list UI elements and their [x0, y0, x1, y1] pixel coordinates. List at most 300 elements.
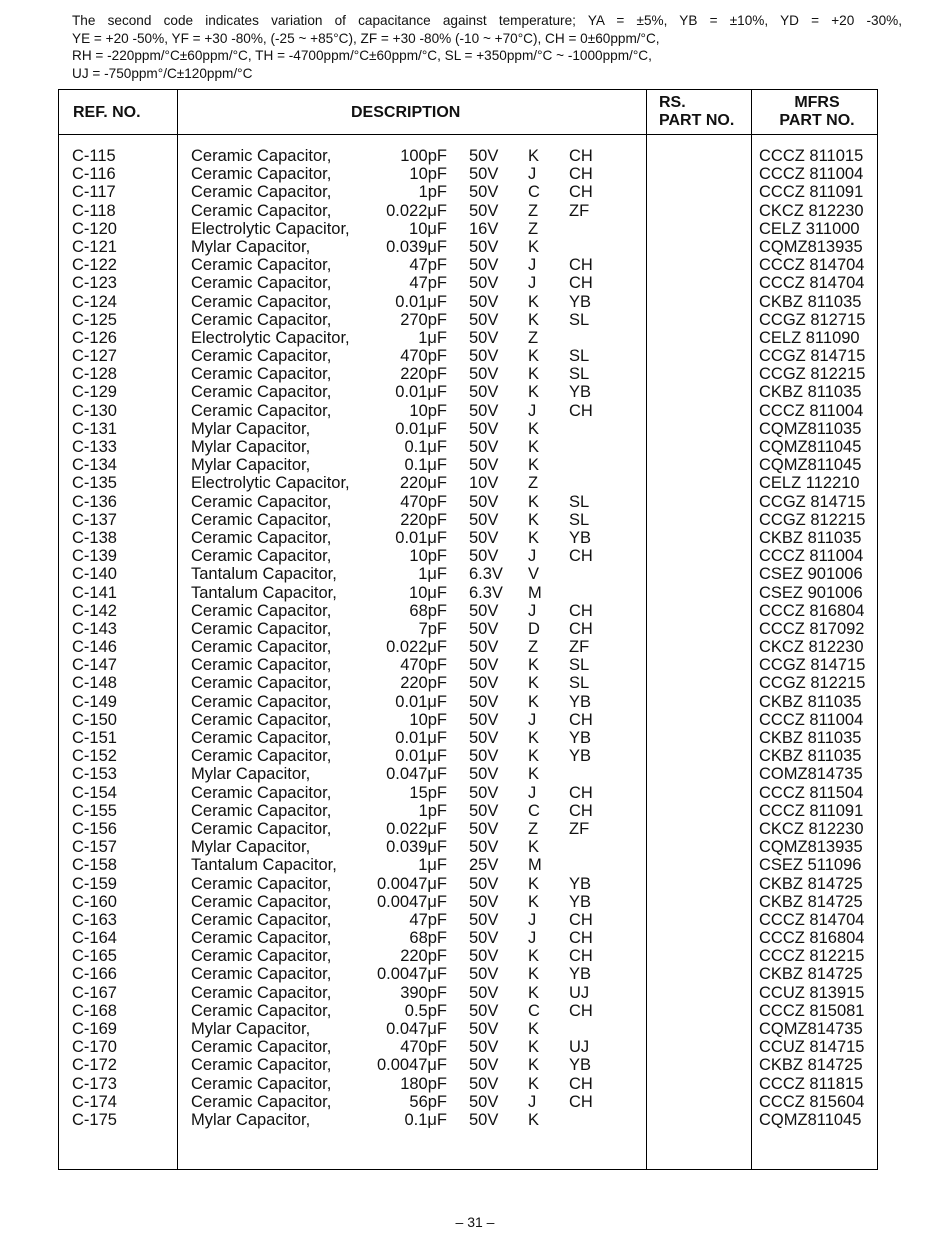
- cell-capacitance: 0.01μF: [395, 729, 447, 747]
- table-row: [59, 802, 877, 820]
- cell-ref-no: C-153: [72, 765, 117, 784]
- cell-description: Ceramic Capacitor,: [191, 674, 332, 693]
- cell-description: Mylar Capacitor,: [191, 765, 311, 784]
- intro-line: YE = +20 -50%, YF = +30 -80%, (-25 ~ +85°C), ZF = +30 -80% (-10 ~ +70°C), CH = 0±60ppm/°C,: [72, 30, 660, 46]
- table-row: [59, 620, 877, 638]
- cell-tolerance: J: [528, 910, 537, 929]
- intro-line: RH = -220ppm/°C±60ppm/°C, TH = -4700ppm/°C±60ppm/°C, SL = +350ppm/°C ~ -1000ppm/°C,: [72, 48, 652, 63]
- cell-mfrs-part-no: CKBZ 811035: [759, 383, 862, 402]
- cell-tolerance: Z: [528, 474, 539, 493]
- header-rs-line1: RS.: [659, 94, 686, 111]
- cell-capacitance: 47pF: [409, 256, 447, 275]
- cell-mfrs-part-no: COMZ814735: [759, 765, 863, 784]
- table-row: [59, 456, 877, 474]
- cell-capacitance: 0.01μF: [395, 383, 447, 402]
- cell-temp-code: CH: [569, 710, 593, 729]
- cell-voltage: 50V: [469, 438, 499, 456]
- cell-description: Ceramic Capacitor,: [191, 165, 332, 184]
- cell-description: Ceramic Capacitor,: [191, 874, 332, 893]
- cell-description: Ceramic Capacitor,: [191, 292, 332, 311]
- cell-mfrs-part-no: CELZ 311000: [759, 219, 860, 238]
- cell-voltage: 50V: [469, 1110, 499, 1129]
- cell-temp-code: CH: [569, 801, 593, 820]
- cell-ref-no: C-149: [72, 692, 117, 711]
- cell-mfrs-part-no: CCCZ 811815: [759, 1074, 864, 1093]
- cell-ref-no: C-165: [72, 947, 117, 966]
- cell-description: Electrolytic Capacitor,: [191, 328, 350, 347]
- cell-tolerance: J: [528, 274, 537, 293]
- table-row: [59, 474, 877, 492]
- cell-tolerance: J: [528, 710, 537, 729]
- cell-voltage: 50V: [469, 947, 499, 966]
- cell-mfrs-part-no: CKCZ 812230: [759, 201, 864, 220]
- cell-tolerance: K: [528, 838, 540, 857]
- cell-mfrs-part-no: CQMZ811045: [759, 456, 862, 475]
- cell-tolerance: K: [528, 1038, 540, 1057]
- cell-temp-code: SL: [569, 674, 590, 693]
- cell-description: Ceramic Capacitor,: [191, 929, 332, 948]
- cell-mfrs-part-no: CELZ 811090: [759, 328, 860, 347]
- cell-ref-no: C-129: [72, 383, 117, 402]
- cell-capacitance: 0.1μF: [404, 438, 447, 456]
- cell-tolerance: K: [528, 692, 540, 711]
- cell-tolerance: M: [528, 583, 542, 602]
- cell-capacitance: 0.022μF: [386, 201, 447, 220]
- cell-ref-no: C-175: [72, 1110, 117, 1129]
- cell-mfrs-part-no: CQMZ813935: [759, 838, 863, 857]
- cell-mfrs-part-no: CCCZ 817092: [759, 619, 865, 638]
- table-row: [59, 220, 877, 238]
- cell-voltage: 50V: [469, 201, 499, 220]
- cell-ref-no: C-148: [72, 674, 117, 693]
- cell-ref-no: C-156: [72, 819, 117, 838]
- cell-voltage: 50V: [469, 1092, 499, 1111]
- table-row: [59, 347, 877, 365]
- cell-ref-no: C-130: [72, 401, 117, 420]
- cell-ref-no: C-115: [72, 147, 116, 165]
- cell-description: Tantalum Capacitor,: [191, 856, 337, 875]
- cell-capacitance: 10μF: [409, 583, 447, 602]
- cell-mfrs-part-no: CCGZ 812215: [759, 674, 866, 693]
- cell-capacitance: 0.039μF: [386, 838, 447, 857]
- cell-mfrs-part-no: CKBZ 814725: [759, 874, 863, 893]
- cell-voltage: 50V: [469, 165, 499, 184]
- cell-capacitance: 0.0047μF: [376, 874, 447, 893]
- cell-capacitance: 470pF: [400, 1038, 447, 1057]
- cell-temp-code: YB: [569, 528, 592, 547]
- cell-mfrs-part-no: CCCZ 815081: [759, 1001, 865, 1020]
- cell-mfrs-part-no: CCUZ 813915: [759, 983, 865, 1002]
- cell-capacitance: 0.047μF: [386, 765, 447, 784]
- cell-temp-code: SL: [569, 656, 590, 675]
- cell-ref-no: C-173: [72, 1074, 117, 1093]
- cell-ref-no: C-160: [72, 892, 117, 911]
- cell-description: Ceramic Capacitor,: [191, 819, 332, 838]
- cell-ref-no: C-174: [72, 1092, 117, 1111]
- cell-temp-code: YB: [569, 747, 592, 766]
- cell-capacitance: 1pF: [418, 801, 447, 820]
- cell-voltage: 50V: [469, 456, 499, 475]
- table-row: [59, 1002, 877, 1020]
- table-row: [59, 1020, 877, 1038]
- cell-mfrs-part-no: CCGZ 812715: [759, 310, 866, 329]
- cell-mfrs-part-no: CCGZ 812215: [759, 365, 866, 384]
- cell-description: Mylar Capacitor,: [191, 838, 311, 857]
- cell-ref-no: C-167: [72, 983, 117, 1002]
- cell-description: Ceramic Capacitor,: [191, 528, 332, 547]
- cell-temp-code: CH: [569, 165, 593, 184]
- cell-capacitance: 0.022μF: [386, 819, 447, 838]
- cell-voltage: 50V: [469, 765, 499, 784]
- cell-mfrs-part-no: CCCZ 814704: [759, 274, 865, 293]
- cell-tolerance: K: [528, 947, 540, 966]
- cell-temp-code: UJ: [569, 1038, 590, 1057]
- table-row: [59, 402, 877, 420]
- cell-ref-no: C-140: [72, 565, 117, 584]
- cell-description: Mylar Capacitor,: [191, 1110, 311, 1129]
- cell-description: Tantalum Capacitor,: [191, 565, 337, 584]
- cell-mfrs-part-no: CCCZ 811091: [759, 183, 864, 202]
- cell-description: Ceramic Capacitor,: [191, 1092, 332, 1111]
- cell-description: Ceramic Capacitor,: [191, 1074, 332, 1093]
- cell-voltage: 50V: [469, 256, 499, 275]
- cell-ref-no: C-135: [72, 474, 117, 493]
- parts-table: [58, 89, 878, 1170]
- cell-voltage: 50V: [469, 310, 499, 329]
- cell-ref-no: C-126: [72, 328, 117, 347]
- cell-mfrs-part-no: CKBZ 814725: [759, 892, 863, 911]
- header-separator: [59, 134, 877, 135]
- cell-mfrs-part-no: CSEZ 901006: [759, 583, 863, 602]
- cell-tolerance: C: [528, 183, 540, 202]
- cell-tolerance: K: [528, 383, 540, 402]
- cell-capacitance: 47pF: [409, 274, 447, 293]
- cell-tolerance: K: [528, 147, 540, 165]
- cell-capacitance: 0.0047μF: [376, 965, 447, 984]
- cell-capacitance: 220pF: [400, 510, 447, 529]
- cell-mfrs-part-no: CCCZ 815604: [759, 1092, 865, 1111]
- cell-voltage: 50V: [469, 656, 499, 675]
- cell-description: Ceramic Capacitor,: [191, 547, 332, 566]
- cell-capacitance: 390pF: [400, 983, 447, 1002]
- cell-voltage: 50V: [469, 965, 499, 984]
- cell-voltage: 50V: [469, 729, 499, 747]
- cell-tolerance: K: [528, 965, 540, 984]
- cell-ref-no: C-123: [72, 274, 117, 293]
- cell-capacitance: 47pF: [409, 910, 447, 929]
- cell-tolerance: C: [528, 801, 540, 820]
- cell-tolerance: K: [528, 1110, 540, 1129]
- cell-ref-no: C-158: [72, 856, 117, 875]
- cell-tolerance: K: [528, 1056, 540, 1075]
- cell-ref-no: C-155: [72, 801, 117, 820]
- cell-voltage: 50V: [469, 892, 499, 911]
- cell-capacitance: 0.1μF: [404, 1110, 447, 1129]
- cell-temp-code: CH: [569, 256, 593, 275]
- cell-tolerance: K: [528, 1074, 540, 1093]
- cell-tolerance: K: [528, 237, 540, 256]
- cell-capacitance: 0.039μF: [386, 237, 447, 256]
- cell-capacitance: 68pF: [409, 601, 447, 620]
- cell-capacitance: 220pF: [400, 674, 447, 693]
- cell-capacitance: 0.0047μF: [376, 892, 447, 911]
- cell-voltage: 50V: [469, 401, 499, 420]
- cell-temp-code: SL: [569, 365, 590, 384]
- cell-description: Ceramic Capacitor,: [191, 692, 332, 711]
- cell-ref-no: C-131: [72, 419, 117, 438]
- table-row: [59, 1111, 877, 1129]
- table-row: [59, 1056, 877, 1074]
- header-description: DESCRIPTION: [351, 104, 461, 121]
- cell-mfrs-part-no: CELZ 112210: [759, 474, 860, 493]
- cell-ref-no: C-133: [72, 438, 117, 456]
- cell-description: Ceramic Capacitor,: [191, 347, 332, 366]
- cell-mfrs-part-no: CQMZ811045: [759, 1110, 862, 1129]
- cell-mfrs-part-no: CSEZ 901006: [759, 565, 863, 584]
- cell-ref-no: C-122: [72, 256, 117, 275]
- table-row: [59, 565, 877, 583]
- table-row: [59, 256, 877, 274]
- table-row: [59, 311, 877, 329]
- cell-mfrs-part-no: CKCZ 812230: [759, 638, 864, 657]
- cell-tolerance: K: [528, 510, 540, 529]
- cell-temp-code: UJ: [569, 983, 590, 1002]
- cell-temp-code: CH: [569, 147, 593, 165]
- cell-capacitance: 0.01μF: [395, 747, 447, 766]
- cell-ref-no: C-125: [72, 310, 117, 329]
- cell-mfrs-part-no: CCCZ 814704: [759, 256, 865, 275]
- cell-ref-no: C-138: [72, 528, 117, 547]
- cell-voltage: 10V: [469, 474, 499, 493]
- cell-mfrs-part-no: CKBZ 811035: [759, 528, 862, 547]
- header-mfrs-line1: MFRS: [794, 94, 840, 111]
- cell-tolerance: K: [528, 438, 540, 456]
- cell-description: Ceramic Capacitor,: [191, 983, 332, 1002]
- cell-mfrs-part-no: CCCZ 814704: [759, 910, 865, 929]
- table-row: [59, 383, 877, 401]
- cell-temp-code: YB: [569, 383, 592, 402]
- cell-temp-code: CH: [569, 1074, 593, 1093]
- cell-voltage: 50V: [469, 692, 499, 711]
- cell-description: Mylar Capacitor,: [191, 419, 311, 438]
- cell-description: Ceramic Capacitor,: [191, 601, 332, 620]
- cell-ref-no: C-134: [72, 456, 117, 475]
- cell-tolerance: Z: [528, 201, 539, 220]
- cell-description: Electrolytic Capacitor,: [191, 474, 350, 493]
- cell-voltage: 50V: [469, 874, 499, 893]
- cell-ref-no: C-164: [72, 929, 117, 948]
- cell-tolerance: J: [528, 165, 537, 184]
- cell-mfrs-part-no: CCGZ 814715: [759, 492, 866, 511]
- cell-voltage: 50V: [469, 147, 499, 165]
- cell-mfrs-part-no: CKBZ 814725: [759, 1056, 863, 1075]
- table-row: [59, 875, 877, 893]
- table-row: [59, 438, 877, 456]
- cell-voltage: 50V: [469, 419, 499, 438]
- cell-description: Electrolytic Capacitor,: [191, 219, 350, 238]
- table-row: [59, 784, 877, 802]
- cell-voltage: 50V: [469, 819, 499, 838]
- cell-tolerance: K: [528, 292, 540, 311]
- cell-voltage: 50V: [469, 237, 499, 256]
- cell-mfrs-part-no: CQMZ813935: [759, 237, 863, 256]
- cell-description: Mylar Capacitor,: [191, 438, 311, 456]
- cell-capacitance: 220pF: [400, 365, 447, 384]
- table-row: [59, 765, 877, 783]
- cell-capacitance: 10pF: [409, 165, 447, 184]
- cell-capacitance: 220μF: [399, 474, 447, 493]
- cell-description: Ceramic Capacitor,: [191, 401, 332, 420]
- table-row: [59, 165, 877, 183]
- cell-temp-code: SL: [569, 310, 590, 329]
- cell-temp-code: YB: [569, 874, 592, 893]
- cell-capacitance: 100pF: [400, 147, 447, 165]
- cell-temp-code: YB: [569, 729, 592, 747]
- cell-ref-no: C-170: [72, 1038, 117, 1057]
- table-row: [59, 1093, 877, 1111]
- cell-tolerance: K: [528, 765, 540, 784]
- table-row: [59, 711, 877, 729]
- cell-description: Ceramic Capacitor,: [191, 383, 332, 402]
- cell-mfrs-part-no: CCCZ 816804: [759, 929, 865, 948]
- cell-temp-code: SL: [569, 347, 590, 366]
- cell-voltage: 50V: [469, 1001, 499, 1020]
- cell-tolerance: J: [528, 929, 537, 948]
- table-row: [59, 656, 877, 674]
- cell-capacitance: 470pF: [400, 492, 447, 511]
- table-row: [59, 965, 877, 983]
- cell-mfrs-part-no: CKBZ 811035: [759, 729, 862, 747]
- cell-voltage: 50V: [469, 783, 499, 802]
- table-row: [59, 365, 877, 383]
- cell-tolerance: Z: [528, 638, 539, 657]
- cell-voltage: 50V: [469, 638, 499, 657]
- cell-temp-code: CH: [569, 619, 593, 638]
- cell-temp-code: CH: [569, 947, 593, 966]
- cell-mfrs-part-no: CCGZ 812215: [759, 510, 866, 529]
- cell-voltage: 50V: [469, 674, 499, 693]
- cell-capacitance: 10pF: [409, 547, 447, 566]
- cell-ref-no: C-166: [72, 965, 117, 984]
- cell-capacitance: 0.01μF: [395, 528, 447, 547]
- cell-description: Ceramic Capacitor,: [191, 147, 332, 165]
- cell-mfrs-part-no: CCCZ 811004: [759, 165, 864, 184]
- cell-voltage: 50V: [469, 292, 499, 311]
- cell-capacitance: 10pF: [409, 710, 447, 729]
- table-row: [59, 238, 877, 256]
- cell-temp-code: CH: [569, 783, 593, 802]
- cell-capacitance: 56pF: [409, 1092, 447, 1111]
- cell-tolerance: K: [528, 983, 540, 1002]
- cell-description: Ceramic Capacitor,: [191, 201, 332, 220]
- cell-description: Ceramic Capacitor,: [191, 1056, 332, 1075]
- cell-description: Ceramic Capacitor,: [191, 947, 332, 966]
- cell-ref-no: C-150: [72, 710, 117, 729]
- cell-temp-code: CH: [569, 401, 593, 420]
- cell-mfrs-part-no: CCCZ 816804: [759, 601, 865, 620]
- table-row: [59, 820, 877, 838]
- cell-description: Ceramic Capacitor,: [191, 492, 332, 511]
- cell-tolerance: J: [528, 601, 537, 620]
- cell-capacitance: 0.01μF: [395, 419, 447, 438]
- cell-description: Ceramic Capacitor,: [191, 801, 332, 820]
- header-ref-no: REF. NO.: [73, 104, 141, 121]
- table-row: [59, 929, 877, 947]
- cell-voltage: 6.3V: [469, 565, 503, 584]
- cell-ref-no: C-147: [72, 656, 117, 675]
- parts-rows: [59, 147, 877, 1129]
- cell-description: Ceramic Capacitor,: [191, 1001, 332, 1020]
- cell-tolerance: K: [528, 310, 540, 329]
- cell-temp-code: CH: [569, 910, 593, 929]
- cell-ref-no: C-121: [72, 237, 117, 256]
- cell-mfrs-part-no: CCUZ 814715: [759, 1038, 865, 1057]
- cell-ref-no: C-154: [72, 783, 117, 802]
- cell-description: Mylar Capacitor,: [191, 456, 311, 475]
- cell-description: Ceramic Capacitor,: [191, 256, 332, 275]
- cell-description: Ceramic Capacitor,: [191, 892, 332, 911]
- table-row: [59, 838, 877, 856]
- cell-voltage: 50V: [469, 983, 499, 1002]
- cell-capacitance: 1μF: [418, 856, 447, 875]
- table-row: [59, 547, 877, 565]
- cell-voltage: 50V: [469, 328, 499, 347]
- cell-temp-code: CH: [569, 1092, 593, 1111]
- cell-mfrs-part-no: CQMZ811035: [759, 419, 862, 438]
- cell-tolerance: D: [528, 619, 540, 638]
- table-row: [59, 1038, 877, 1056]
- cell-tolerance: J: [528, 401, 537, 420]
- table-row: [59, 274, 877, 292]
- cell-ref-no: C-143: [72, 619, 117, 638]
- table-row: [59, 947, 877, 965]
- table-row: [59, 293, 877, 311]
- cell-tolerance: J: [528, 256, 537, 275]
- cell-temp-code: CH: [569, 1001, 593, 1020]
- cell-tolerance: K: [528, 456, 540, 475]
- cell-ref-no: C-159: [72, 874, 117, 893]
- cell-ref-no: C-172: [72, 1056, 117, 1075]
- cell-ref-no: C-136: [72, 492, 117, 511]
- cell-tolerance: J: [528, 783, 537, 802]
- cell-voltage: 50V: [469, 528, 499, 547]
- cell-mfrs-part-no: CCGZ 814715: [759, 656, 866, 675]
- temperature-code-notes: [72, 12, 902, 82]
- cell-voltage: 50V: [469, 710, 499, 729]
- cell-voltage: 50V: [469, 747, 499, 766]
- cell-voltage: 50V: [469, 365, 499, 384]
- cell-capacitance: 0.047μF: [386, 1020, 447, 1038]
- cell-voltage: 50V: [469, 929, 499, 948]
- cell-ref-no: C-157: [72, 838, 117, 857]
- table-row: [59, 493, 877, 511]
- cell-description: Ceramic Capacitor,: [191, 656, 332, 675]
- cell-ref-no: C-120: [72, 219, 117, 238]
- cell-ref-no: C-169: [72, 1020, 117, 1038]
- cell-capacitance: 68pF: [409, 929, 447, 948]
- cell-ref-no: C-118: [72, 201, 116, 220]
- table-row: [59, 183, 877, 201]
- cell-description: Ceramic Capacitor,: [191, 638, 332, 657]
- cell-voltage: 50V: [469, 801, 499, 820]
- cell-voltage: 50V: [469, 1038, 499, 1057]
- cell-tolerance: K: [528, 729, 540, 747]
- cell-tolerance: Z: [528, 328, 539, 347]
- cell-description: Ceramic Capacitor,: [191, 783, 332, 802]
- cell-ref-no: C-168: [72, 1001, 117, 1020]
- cell-tolerance: K: [528, 874, 540, 893]
- cell-ref-no: C-151: [72, 729, 117, 747]
